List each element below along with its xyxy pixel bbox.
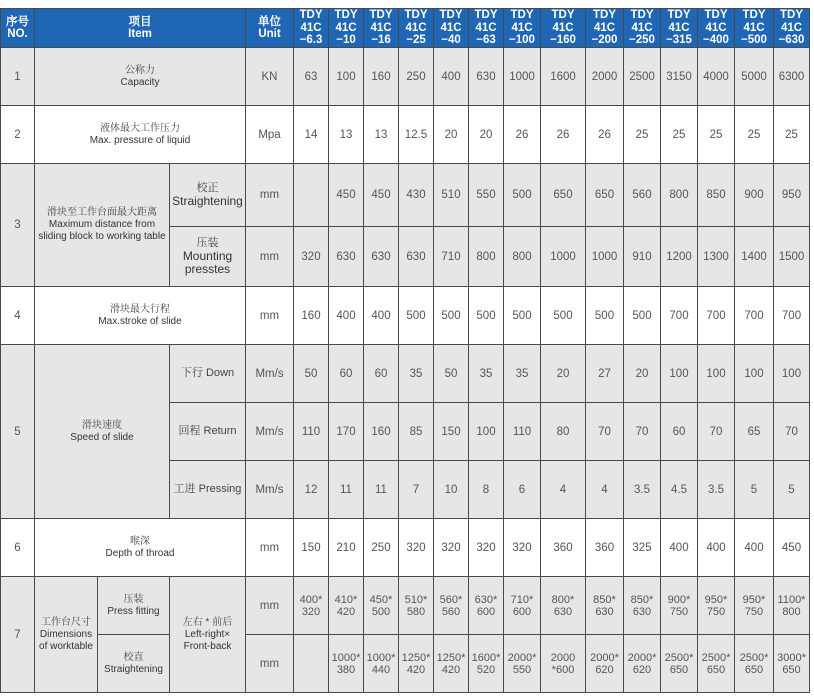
value-cell: 25 bbox=[774, 106, 810, 164]
value-cell: 20 bbox=[434, 106, 469, 164]
header-model: TDY 41C −500 bbox=[735, 9, 774, 48]
value-cell: 430 bbox=[399, 164, 434, 227]
unit-cell: mm bbox=[246, 519, 294, 577]
unit-cell: mm bbox=[246, 577, 294, 635]
value-cell: 100 bbox=[329, 48, 364, 106]
value-cell: 320 bbox=[294, 227, 329, 287]
value-cell: 4.5 bbox=[661, 461, 698, 519]
header-unit: 单位 Unit bbox=[246, 9, 294, 48]
value-cell: 1000 bbox=[504, 48, 541, 106]
header-model: TDY 41C −160 bbox=[541, 9, 586, 48]
row-number: 1 bbox=[1, 48, 35, 106]
value-cell: 1250* 420 bbox=[399, 635, 434, 693]
row-number: 6 bbox=[1, 519, 35, 577]
value-cell: 63 bbox=[294, 48, 329, 106]
item-label: 工作台尺寸 Dimensions of worktable bbox=[35, 577, 98, 693]
header-model: TDY 41C −10 bbox=[329, 9, 364, 48]
value-cell: 160 bbox=[364, 48, 399, 106]
value-cell: 1600 bbox=[541, 48, 586, 106]
item-label: 喉深 Depth of throad bbox=[35, 519, 246, 577]
value-cell: 360 bbox=[541, 519, 586, 577]
row-number: 2 bbox=[1, 106, 35, 164]
direction-label: 左右 * 前后 Left-right× Front-back bbox=[170, 577, 246, 693]
row-number: 7 bbox=[1, 577, 35, 693]
value-cell: 1000* 440 bbox=[364, 635, 399, 693]
value-cell: 100 bbox=[698, 345, 735, 403]
value-cell: 70 bbox=[774, 403, 810, 461]
value-cell: 150 bbox=[294, 519, 329, 577]
value-cell: 325 bbox=[624, 519, 661, 577]
value-cell: 850* 630 bbox=[624, 577, 661, 635]
value-cell: 60 bbox=[329, 345, 364, 403]
header-model: TDY 41C −200 bbox=[586, 9, 624, 48]
value-cell: 630 bbox=[469, 48, 504, 106]
item-label: 滑块最大行程 Max.stroke of slide bbox=[35, 287, 246, 345]
value-cell: 14 bbox=[294, 106, 329, 164]
value-cell: 560 bbox=[624, 164, 661, 227]
value-cell: 50 bbox=[434, 345, 469, 403]
value-cell: 560* 560 bbox=[434, 577, 469, 635]
value-cell: 65 bbox=[735, 403, 774, 461]
value-cell: 4 bbox=[541, 461, 586, 519]
sub-label: 校直 Straightening bbox=[98, 635, 170, 693]
value-cell: 950 bbox=[774, 164, 810, 227]
header-item: 项目 Item bbox=[35, 9, 246, 48]
value-cell: 710* 600 bbox=[504, 577, 541, 635]
value-cell: 550 bbox=[469, 164, 504, 227]
header-model: TDY 41C −25 bbox=[399, 9, 434, 48]
value-cell: 100 bbox=[735, 345, 774, 403]
row-worktable-straightening bbox=[1, 635, 810, 693]
value-cell: 400 bbox=[329, 287, 364, 345]
value-cell: 500 bbox=[504, 287, 541, 345]
value-cell: 20 bbox=[541, 345, 586, 403]
row-stroke bbox=[1, 287, 810, 345]
item-label: 滑块速度 Speed of slide bbox=[35, 345, 170, 519]
value-cell: 2000* 620 bbox=[624, 635, 661, 693]
value-cell: 100 bbox=[774, 345, 810, 403]
header-model: TDY 41C −40 bbox=[434, 9, 469, 48]
value-cell: 80 bbox=[541, 403, 586, 461]
value-cell: 700 bbox=[661, 287, 698, 345]
value-cell: 25 bbox=[735, 106, 774, 164]
header-model: TDY 41C −63 bbox=[469, 9, 504, 48]
value-cell: 800 bbox=[469, 227, 504, 287]
value-cell: 27 bbox=[586, 345, 624, 403]
value-cell: 25 bbox=[698, 106, 735, 164]
value-cell: 2000 *600 bbox=[541, 635, 586, 693]
value-cell: 650 bbox=[541, 164, 586, 227]
row-worktable-fitting bbox=[1, 577, 810, 635]
value-cell: 5000 bbox=[735, 48, 774, 106]
row-throat bbox=[1, 519, 810, 577]
value-cell: 800* 630 bbox=[541, 577, 586, 635]
value-cell: 26 bbox=[586, 106, 624, 164]
value-cell: 410* 420 bbox=[329, 577, 364, 635]
value-cell: 450 bbox=[364, 164, 399, 227]
sub-label: 下行 Down bbox=[170, 345, 246, 403]
value-cell: 1250* 420 bbox=[434, 635, 469, 693]
header-no: 序号 NO. bbox=[1, 9, 35, 48]
value-cell: 50 bbox=[294, 345, 329, 403]
row-capacity bbox=[1, 48, 810, 106]
value-cell: 150 bbox=[434, 403, 469, 461]
value-cell: 3.5 bbox=[624, 461, 661, 519]
value-cell: 700 bbox=[735, 287, 774, 345]
value-cell: 450 bbox=[329, 164, 364, 227]
value-cell: 160 bbox=[364, 403, 399, 461]
unit-cell: mm bbox=[246, 164, 294, 227]
value-cell: 400 bbox=[661, 519, 698, 577]
value-cell: 70 bbox=[586, 403, 624, 461]
value-cell bbox=[294, 164, 329, 227]
value-cell: 450* 500 bbox=[364, 577, 399, 635]
value-cell: 400 bbox=[735, 519, 774, 577]
row-speed-down bbox=[1, 345, 810, 403]
value-cell: 35 bbox=[504, 345, 541, 403]
value-cell: 6300 bbox=[774, 48, 810, 106]
value-cell: 900 bbox=[735, 164, 774, 227]
unit-cell: Mpa bbox=[246, 106, 294, 164]
value-cell: 110 bbox=[504, 403, 541, 461]
value-cell: 70 bbox=[624, 403, 661, 461]
value-cell: 6 bbox=[504, 461, 541, 519]
value-cell: 110 bbox=[294, 403, 329, 461]
value-cell: 710 bbox=[434, 227, 469, 287]
value-cell: 10 bbox=[434, 461, 469, 519]
value-cell: 910 bbox=[624, 227, 661, 287]
value-cell: 1600* 520 bbox=[469, 635, 504, 693]
value-cell: 60 bbox=[364, 345, 399, 403]
sub-label: 工进 Pressing bbox=[170, 461, 246, 519]
value-cell: 500 bbox=[541, 287, 586, 345]
value-cell: 450 bbox=[774, 519, 810, 577]
value-cell: 170 bbox=[329, 403, 364, 461]
unit-cell: mm bbox=[246, 635, 294, 693]
value-cell: 2500 bbox=[624, 48, 661, 106]
value-cell: 85 bbox=[399, 403, 434, 461]
value-cell: 11 bbox=[364, 461, 399, 519]
sub-label: 校正 Straightening bbox=[170, 164, 246, 227]
value-cell: 26 bbox=[541, 106, 586, 164]
value-cell: 1500 bbox=[774, 227, 810, 287]
value-cell: 100 bbox=[469, 403, 504, 461]
value-cell: 850* 630 bbox=[586, 577, 624, 635]
value-cell: 2000* 620 bbox=[586, 635, 624, 693]
value-cell: 13 bbox=[364, 106, 399, 164]
value-cell: 250 bbox=[364, 519, 399, 577]
value-cell: 100 bbox=[661, 345, 698, 403]
value-cell: 950* 750 bbox=[698, 577, 735, 635]
value-cell: 2500* 650 bbox=[735, 635, 774, 693]
spec-table bbox=[0, 8, 810, 693]
value-cell: 650 bbox=[586, 164, 624, 227]
value-cell: 630 bbox=[364, 227, 399, 287]
value-cell: 500 bbox=[504, 164, 541, 227]
sub-label: 压装 Press fitting bbox=[98, 577, 170, 635]
header-model: TDY 41C −6.3 bbox=[294, 9, 329, 48]
unit-cell: Mm/s bbox=[246, 461, 294, 519]
header-model: TDY 41C −315 bbox=[661, 9, 698, 48]
value-cell: 2500* 650 bbox=[698, 635, 735, 693]
value-cell: 12 bbox=[294, 461, 329, 519]
value-cell: 1300 bbox=[698, 227, 735, 287]
value-cell: 25 bbox=[661, 106, 698, 164]
value-cell: 500 bbox=[586, 287, 624, 345]
value-cell: 60 bbox=[661, 403, 698, 461]
value-cell: 630 bbox=[329, 227, 364, 287]
value-cell: 7 bbox=[399, 461, 434, 519]
value-cell: 210 bbox=[329, 519, 364, 577]
header-row bbox=[1, 9, 810, 48]
value-cell: 3000* 650 bbox=[774, 635, 810, 693]
value-cell: 400 bbox=[698, 519, 735, 577]
value-cell: 500 bbox=[624, 287, 661, 345]
value-cell: 630* 600 bbox=[469, 577, 504, 635]
header-model: TDY 41C −100 bbox=[504, 9, 541, 48]
value-cell: 160 bbox=[294, 287, 329, 345]
item-label: 公称力 Capacity bbox=[35, 48, 246, 106]
value-cell: 1000 bbox=[586, 227, 624, 287]
value-cell: 13 bbox=[329, 106, 364, 164]
item-label: 滑块至工作台面最大距离 Maximum distance from sliding block to working table bbox=[35, 164, 170, 287]
value-cell: 700 bbox=[774, 287, 810, 345]
value-cell: 510 bbox=[434, 164, 469, 227]
value-cell: 850 bbox=[698, 164, 735, 227]
row-distance-straightening bbox=[1, 164, 810, 227]
value-cell: 4000 bbox=[698, 48, 735, 106]
value-cell: 20 bbox=[469, 106, 504, 164]
value-cell: 320 bbox=[469, 519, 504, 577]
value-cell: 2500* 650 bbox=[661, 635, 698, 693]
value-cell: 12.5 bbox=[399, 106, 434, 164]
value-cell: 630 bbox=[399, 227, 434, 287]
unit-cell: Mm/s bbox=[246, 403, 294, 461]
value-cell: 800 bbox=[661, 164, 698, 227]
value-cell: 1000 bbox=[541, 227, 586, 287]
value-cell: 500 bbox=[469, 287, 504, 345]
value-cell bbox=[294, 635, 329, 693]
value-cell: 5 bbox=[735, 461, 774, 519]
header-model: TDY 41C −400 bbox=[698, 9, 735, 48]
item-label: 液体最大工作压力 Max. pressure of liquid bbox=[35, 106, 246, 164]
value-cell: 900* 750 bbox=[661, 577, 698, 635]
value-cell: 320 bbox=[399, 519, 434, 577]
row-number: 4 bbox=[1, 287, 35, 345]
value-cell: 70 bbox=[698, 403, 735, 461]
unit-cell: mm bbox=[246, 287, 294, 345]
value-cell: 4 bbox=[586, 461, 624, 519]
value-cell: 2000 bbox=[586, 48, 624, 106]
value-cell: 1100* 800 bbox=[774, 577, 810, 635]
value-cell: 320 bbox=[504, 519, 541, 577]
row-number: 3 bbox=[1, 164, 35, 287]
sub-label: 压装 Mounting presstes bbox=[170, 227, 246, 287]
row-number: 5 bbox=[1, 345, 35, 519]
value-cell: 360 bbox=[586, 519, 624, 577]
value-cell: 26 bbox=[504, 106, 541, 164]
value-cell: 500 bbox=[434, 287, 469, 345]
value-cell: 11 bbox=[329, 461, 364, 519]
header-model: TDY 41C −630 bbox=[774, 9, 810, 48]
value-cell: 25 bbox=[624, 106, 661, 164]
sub-label: 回程 Return bbox=[170, 403, 246, 461]
value-cell: 400 bbox=[434, 48, 469, 106]
value-cell: 510* 580 bbox=[399, 577, 434, 635]
value-cell: 500 bbox=[399, 287, 434, 345]
value-cell: 700 bbox=[698, 287, 735, 345]
value-cell: 320 bbox=[434, 519, 469, 577]
value-cell: 800 bbox=[504, 227, 541, 287]
row-pressure bbox=[1, 106, 810, 164]
value-cell: 950* 750 bbox=[735, 577, 774, 635]
unit-cell: Mm/s bbox=[246, 345, 294, 403]
value-cell: 2000* 550 bbox=[504, 635, 541, 693]
value-cell: 1000* 380 bbox=[329, 635, 364, 693]
value-cell: 20 bbox=[624, 345, 661, 403]
value-cell: 400 bbox=[364, 287, 399, 345]
value-cell: 35 bbox=[399, 345, 434, 403]
value-cell: 3.5 bbox=[698, 461, 735, 519]
value-cell: 8 bbox=[469, 461, 504, 519]
unit-cell: KN bbox=[246, 48, 294, 106]
value-cell: 250 bbox=[399, 48, 434, 106]
value-cell: 5 bbox=[774, 461, 810, 519]
value-cell: 1200 bbox=[661, 227, 698, 287]
value-cell: 3150 bbox=[661, 48, 698, 106]
value-cell: 35 bbox=[469, 345, 504, 403]
header-model: TDY 41C −16 bbox=[364, 9, 399, 48]
header-model: TDY 41C −250 bbox=[624, 9, 661, 48]
value-cell: 400* 320 bbox=[294, 577, 329, 635]
value-cell: 1400 bbox=[735, 227, 774, 287]
unit-cell: mm bbox=[246, 227, 294, 287]
